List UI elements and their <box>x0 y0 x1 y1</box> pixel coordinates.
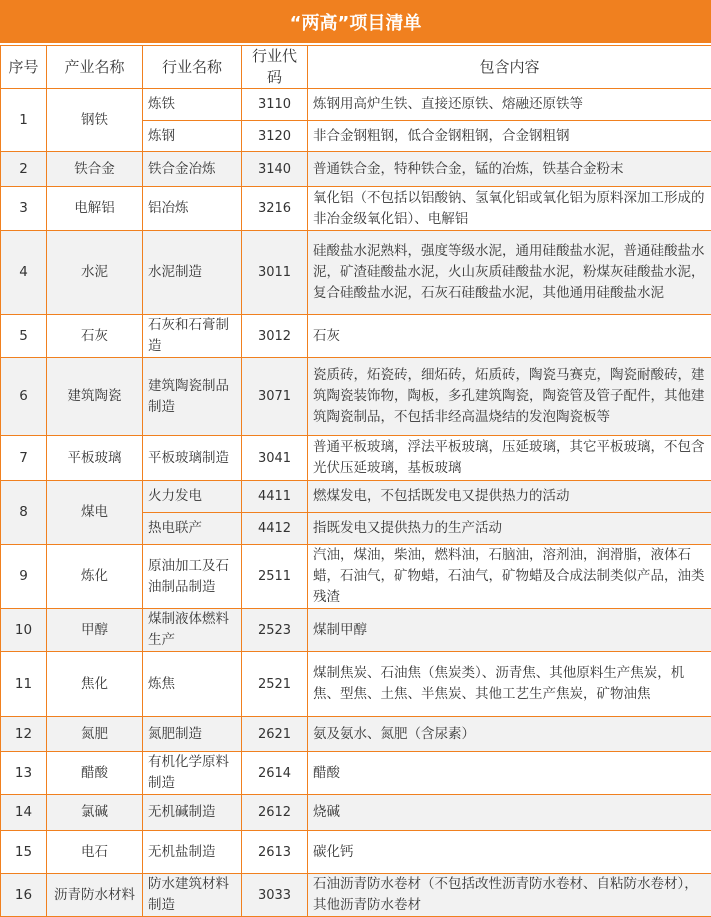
content-description: 醋酸 <box>308 752 711 795</box>
table-row <box>1 89 711 121</box>
row-number: 16 <box>1 874 47 917</box>
content-description: 烧碱 <box>308 795 711 831</box>
sector-name: 水泥制造 <box>143 231 242 315</box>
table-row <box>1 152 711 187</box>
sector-code: 2511 <box>242 545 308 609</box>
table-body <box>1 89 711 917</box>
table-row <box>1 795 711 831</box>
header-content: 包含内容 <box>308 46 711 89</box>
sector-code: 4411 <box>242 481 308 513</box>
table-row <box>1 231 711 315</box>
table-row <box>1 831 711 874</box>
industry-name: 氯碱 <box>47 795 143 831</box>
row-number: 8 <box>1 481 47 545</box>
content-description: 石灰 <box>308 315 711 358</box>
header-no: 序号 <box>1 46 47 89</box>
industry-name: 甲醇 <box>47 609 143 652</box>
content-description: 氧化铝（不包括以铝酸钠、氢氧化铝或氧化铝为原料深加工形成的非冶金级氧化铝）、电解铝 <box>308 187 711 231</box>
row-number: 2 <box>1 152 47 187</box>
industry-name: 钢铁 <box>47 89 143 152</box>
industry-name: 建筑陶瓷 <box>47 358 143 436</box>
industry-name: 煤电 <box>47 481 143 545</box>
sector-code: 2521 <box>242 652 308 717</box>
sector-code: 2614 <box>242 752 308 795</box>
content-description: 硅酸盐水泥熟料，强度等级水泥，通用硅酸盐水泥，普通硅酸盐水泥，矿渣硅酸盐水泥，火山灰质硅酸盐水泥，粉煤灰硅酸盐水泥，复合硅酸盐水泥，石灰石硅酸盐水泥，其他通用硅酸盐水泥 <box>308 231 711 315</box>
sector-name: 平板玻璃制造 <box>143 436 242 481</box>
table-row <box>1 545 711 609</box>
content-description: 煤制甲醇 <box>308 609 711 652</box>
sector-name: 炼铁 <box>143 89 242 121</box>
sector-name: 防水建筑材料制造 <box>143 874 242 917</box>
row-number: 4 <box>1 231 47 315</box>
content-description: 普通铁合金，特种铁合金，锰的冶炼，铁基合金粉末 <box>308 152 711 187</box>
content-description: 碳化钙 <box>308 831 711 874</box>
table-row <box>1 717 711 752</box>
sector-name: 煤制液体燃料生产 <box>143 609 242 652</box>
row-number: 1 <box>1 89 47 152</box>
table-row <box>1 187 711 231</box>
content-description: 汽油，煤油，柴油，燃料油，石脑油，溶剂油，润滑脂，液体石蜡，石油气，矿物蜡，石油气，矿物蜡及合成法制类似产品，油类残渣 <box>308 545 711 609</box>
content-description: 氨及氨水、氮肥（含尿素） <box>308 717 711 752</box>
sector-name: 铝冶炼 <box>143 187 242 231</box>
row-number: 10 <box>1 609 47 652</box>
sector-code: 3033 <box>242 874 308 917</box>
table-row <box>1 609 711 652</box>
header-row <box>1 46 711 89</box>
sector-code: 2523 <box>242 609 308 652</box>
industry-name: 水泥 <box>47 231 143 315</box>
sector-name: 炼钢 <box>143 121 242 152</box>
content-description: 燃煤发电，不包括既发电又提供热力的活动 <box>308 481 711 513</box>
industry-name: 石灰 <box>47 315 143 358</box>
industry-name: 焦化 <box>47 652 143 717</box>
content-description: 炼钢用高炉生铁、直接还原铁、熔融还原铁等 <box>308 89 711 121</box>
industry-name: 炼化 <box>47 545 143 609</box>
sector-code: 3140 <box>242 152 308 187</box>
industry-name: 电石 <box>47 831 143 874</box>
sector-code: 3120 <box>242 121 308 152</box>
content-description: 石油沥青防水卷材（不包括改性沥青防水卷材、自粘防水卷材），其他沥青防水卷材 <box>308 874 711 917</box>
table-row <box>1 652 711 717</box>
row-number: 13 <box>1 752 47 795</box>
content-description: 瓷质砖，炻瓷砖，细炻砖，炻质砖，陶瓷马赛克，陶瓷耐酸砖，建筑陶瓷装饰物，陶板，多孔建筑陶瓷，陶瓷管及管子配件，其他建筑陶瓷制品，不包括非经高温烧结的发泡陶瓷板等 <box>308 358 711 436</box>
header-sector: 行业名称 <box>143 46 242 89</box>
sector-code: 2612 <box>242 795 308 831</box>
row-number: 11 <box>1 652 47 717</box>
sector-name: 无机盐制造 <box>143 831 242 874</box>
table-row <box>1 315 711 358</box>
sector-name: 无机碱制造 <box>143 795 242 831</box>
sector-code: 4412 <box>242 513 308 545</box>
content-description: 煤制焦炭、石油焦（焦炭类）、沥青焦、其他原料生产焦炭，机焦、型焦、土焦、半焦炭、其他工艺生产焦炭，矿物油焦 <box>308 652 711 717</box>
table-row <box>1 481 711 513</box>
sector-name: 铁合金冶炼 <box>143 152 242 187</box>
sector-name: 氮肥制造 <box>143 717 242 752</box>
row-number: 7 <box>1 436 47 481</box>
sector-code: 3071 <box>242 358 308 436</box>
row-number: 12 <box>1 717 47 752</box>
sector-code: 3041 <box>242 436 308 481</box>
sector-code: 3110 <box>242 89 308 121</box>
sector-code: 3011 <box>242 231 308 315</box>
row-number: 15 <box>1 831 47 874</box>
sector-name: 有机化学原料制造 <box>143 752 242 795</box>
table-row <box>1 752 711 795</box>
sector-name: 建筑陶瓷制品制造 <box>143 358 242 436</box>
table-row <box>1 874 711 917</box>
sector-code: 3012 <box>242 315 308 358</box>
industry-name: 沥青防水材料 <box>47 874 143 917</box>
industry-name: 氮肥 <box>47 717 143 752</box>
row-number: 6 <box>1 358 47 436</box>
table-row <box>1 436 711 481</box>
row-number: 5 <box>1 315 47 358</box>
sector-code: 3216 <box>242 187 308 231</box>
table-row <box>1 358 711 436</box>
table-title: “两高”项目清单 <box>0 0 711 45</box>
row-number: 9 <box>1 545 47 609</box>
industry-name: 平板玻璃 <box>47 436 143 481</box>
sector-code: 2621 <box>242 717 308 752</box>
content-description: 指既发电又提供热力的生产活动 <box>308 513 711 545</box>
header-industry: 产业名称 <box>47 46 143 89</box>
content-description: 非合金钢粗钢，低合金钢粗钢，合金钢粗钢 <box>308 121 711 152</box>
content-description: 普通平板玻璃，浮法平板玻璃，压延玻璃，其它平板玻璃，不包含光伏压延玻璃，基板玻璃 <box>308 436 711 481</box>
industry-name: 电解铝 <box>47 187 143 231</box>
header-code: 行业代码 <box>242 46 308 89</box>
row-number: 14 <box>1 795 47 831</box>
sector-name: 炼焦 <box>143 652 242 717</box>
sector-name: 火力发电 <box>143 481 242 513</box>
industry-name: 醋酸 <box>47 752 143 795</box>
project-list-table <box>0 45 711 917</box>
row-number: 3 <box>1 187 47 231</box>
sector-name: 石灰和石膏制造 <box>143 315 242 358</box>
sector-name: 热电联产 <box>143 513 242 545</box>
sector-code: 2613 <box>242 831 308 874</box>
industry-name: 铁合金 <box>47 152 143 187</box>
sector-name: 原油加工及石油制品制造 <box>143 545 242 609</box>
